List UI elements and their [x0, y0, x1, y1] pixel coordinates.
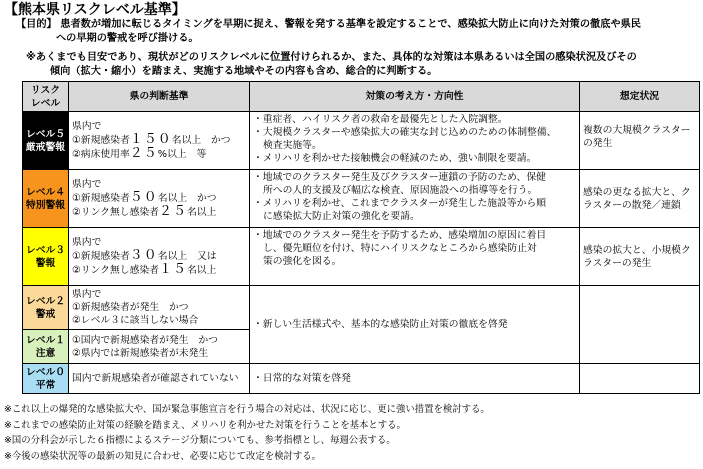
bottom-note: ※これ以上の爆発的な感染拡大や、国が緊急事態宣言を行う場合の対応は、状況に応じ、更に強い措置を検討する。 [4, 404, 490, 415]
level-5-badge: レベル５ 厳戒警報 [23, 112, 69, 170]
purpose-line-1: 【目的】 患者数が増加に転じるタイミングを早期に捉え、警報を発する基準を設定することで、感染拡大防止に向けた対策の徹底や県民 [16, 19, 641, 30]
level-3-badge: レベル３ 警報 [23, 228, 69, 286]
level-1-criteria: ①国内で新規感染者が発生 かつ ②県内では新規感染者が未発生 [69, 330, 250, 364]
level-4-situation: 感染の更なる拡大と、クラスターの散発／連鎖 [580, 170, 700, 228]
level-5-situation: 複数の大規模クラスターの発生 [580, 112, 700, 170]
bottom-note: ※国の分科会が示した６指標によるステージ分類についても、参考指標とし、毎週公表する。 [4, 435, 396, 447]
level-0-badge: レベル０ 平常 [23, 364, 69, 394]
level-5-criteria: 県内で ①新規感染者１５０名以上 かつ ②病床使用率２５%以上 等 [69, 112, 250, 170]
table-row-level-4 [23, 170, 700, 228]
bottom-note: ※これまでの感染防止対策の経験を踏まえ、メリハリを利かせた対策を行うことを基本とする。 [4, 419, 406, 431]
table-row-level-0 [23, 364, 700, 394]
purpose-text [16, 18, 698, 46]
table-row-level-2 [23, 286, 700, 330]
level-0-policy: ・日常的な対策を啓発 [250, 364, 580, 394]
level-0-criteria: 国内で新規感染者が確認されていない [69, 364, 250, 394]
table-header-row [23, 82, 700, 112]
table-row-level-5 [23, 112, 700, 170]
level-1-2-situation [580, 286, 700, 364]
purpose-line-2: への早期の警戒を呼び掛ける。 [56, 33, 199, 44]
header-situation: 想定状況 [580, 82, 700, 112]
top-note-line-1: ※あくまでも目安であり、現状がどのリスクレベルに位置付けられるか、また、具体的な対策は本県あるいは全国の感染状況及びその [26, 52, 637, 63]
level-3-situation: 感染の拡大と、小規模クラスターの発生 [580, 228, 700, 286]
header-criteria: 県の判断基準 [69, 82, 250, 112]
level-5-policy: ・重症者、ハイリスク者の救命を最優先とした入院調整。 ・大規模クラスターや感染拡大の確実な封じ込めのための体制整備、 検査実施等。 ・メリハリを利かせた接触機会の軽減のため、強い制限を要請。 [250, 112, 580, 170]
table-row-level-3 [23, 228, 700, 286]
level-1-2-policy: ・新しい生活様式や、基本的な感染防止対策の徹底を啓発 [250, 286, 580, 364]
level-2-badge: レベル２ 警戒 [23, 286, 69, 330]
top-note [26, 51, 698, 79]
header-level: リスク レベル [23, 82, 69, 112]
level-3-policy: ・地域でのクラスター発生を予防するため、感染増加の原因に着目 し、優先順位を付け、特にハイリスクなところから感染防止対 策の強化を図る。 [250, 228, 580, 286]
level-4-policy: ・地域でのクラスター発生及びクラスター連鎖の予防のため、保健 所への人的支援及び幅広な検査、原因施設への指導等を行う。 ・メリハリを利かせ、これまでクラスターが発生した施設等から順 に感染拡大防止対策の強化を要請。 [250, 170, 580, 228]
level-0-situation [580, 364, 700, 394]
level-3-criteria: 県内で ①新規感染者３０名以上 又は ②リンク無し感染者１５名以上 [69, 228, 250, 286]
page-title: 【熊本県リスクレベル基準】 [4, 2, 186, 18]
level-2-criteria: 県内で ①新規感染者が発生 かつ ②レベル３に該当しない場合 [69, 286, 250, 330]
risk-level-table [22, 81, 700, 394]
level-1-badge: レベル１ 注意 [23, 330, 69, 364]
level-4-badge: レベル４ 特別警報 [23, 170, 69, 228]
level-4-criteria: 県内で ①新規感染者５０名以上 かつ ②リンク無し感染者２５名以上 [69, 170, 250, 228]
bottom-note: ※今後の感染状況等の最新の知見に合わせ、必要に応じて改定を検討する。 [4, 450, 321, 462]
top-note-line-2: 傾向（拡大・縮小）を踏まえ、実施する地域やその内容も含め、総合的に判断する。 [50, 66, 438, 77]
header-policy: 対策の考え方・方向性 [250, 82, 580, 112]
bottom-notes [4, 402, 700, 464]
